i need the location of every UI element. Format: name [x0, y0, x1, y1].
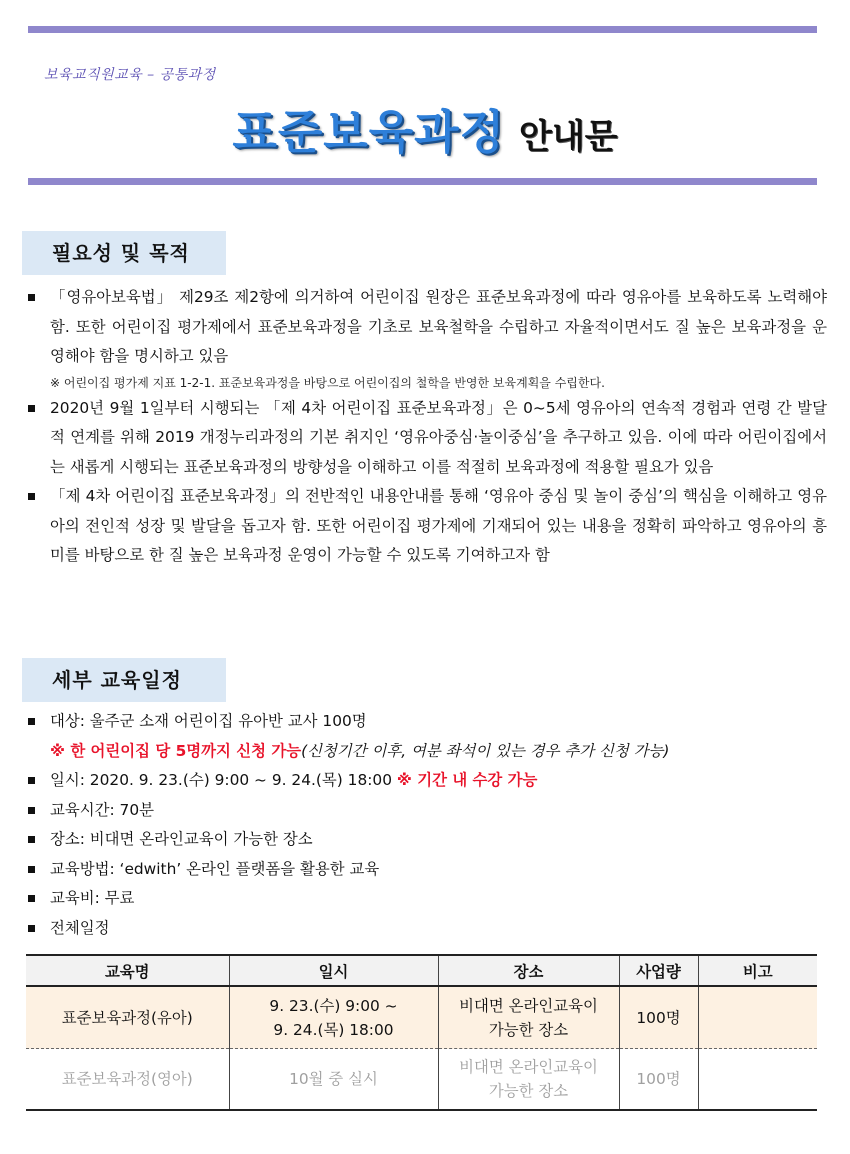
cell-place — [438, 1049, 619, 1111]
header-date: 일시 — [229, 955, 438, 986]
purpose-list — [22, 283, 827, 571]
cell-date: 10월 중 실시 — [229, 1049, 438, 1111]
detail-duration: 교육시간: 70분 — [22, 796, 827, 826]
section-heading-schedule: 세부 교육일정 — [22, 658, 226, 702]
header-place: 장소 — [438, 955, 619, 986]
cell-place-line2: 가능한 장소 — [488, 1082, 569, 1100]
detail-place: 장소: 비대면 온라인교육이 가능한 장소 — [22, 825, 827, 855]
cell-place — [438, 986, 619, 1049]
course-category: 보육교직원교육 – 공통과정 — [44, 67, 216, 83]
cell-date-line1: 9. 23.(수) 9:00 ~ — [269, 996, 398, 1015]
header-note: 비고 — [698, 955, 817, 986]
detail-overall: 전체일정 — [22, 914, 827, 944]
top-rule — [28, 26, 817, 33]
cell-place-line1: 비대면 온라인교육이 — [459, 996, 598, 1015]
cell-date — [229, 986, 438, 1049]
detail-fee: 교육비: 무료 — [22, 884, 827, 914]
schedule-details — [22, 707, 827, 943]
title-main: 표준보육과정 — [232, 105, 506, 159]
title-sub: 안내문 — [519, 117, 618, 157]
schedule-table — [26, 954, 817, 1111]
purpose-bullet-2: 2020년 9월 1일부터 시행되는 「제 4차 어린이집 표준보육과정」은 0~5세 영유아의 연속적 경험과 연령 간 발달적 연계를 위해 2019 개정누리과정의 기본 취지인 ‘영유아중심·놀이중심’을 추구하고 있음. 이에 따라 어린이집에서는 새롭게 시행되는 표준보육과정의 방향성을 이해하고 이를 적절히 보육과정에 적용할 필요가 있음 — [22, 394, 827, 483]
header-amount: 사업량 — [619, 955, 698, 986]
cell-note — [698, 1049, 817, 1111]
cell-course: 표준보육과정(영아) — [26, 1049, 229, 1111]
detail-date — [22, 766, 827, 796]
cell-amount: 100명 — [619, 986, 698, 1049]
target-note-extra: (신청기간 이후, 여분 좌석이 있는 경우 추가 신청 가능) — [301, 741, 670, 760]
bottom-rule — [28, 178, 817, 185]
section-heading-purpose: 필요성 및 목적 — [22, 231, 226, 275]
detail-date-note: ※ 기간 내 수강 가능 — [396, 771, 538, 789]
header-course: 교육명 — [26, 955, 229, 986]
cell-place-line1: 비대면 온라인교육이 — [459, 1058, 598, 1076]
table-row — [26, 986, 817, 1049]
detail-method: 교육방법: ‘edwith’ 온라인 플랫폼을 활용한 교육 — [22, 855, 827, 885]
target-note-limit: ※ 한 어린이집 당 5명까지 신청 가능 — [50, 741, 302, 760]
cell-course: 표준보육과정(유아) — [26, 986, 229, 1049]
cell-amount: 100명 — [619, 1049, 698, 1111]
table-header-row — [26, 955, 817, 986]
detail-target: 대상: 울주군 소재 어린이집 유아반 교사 100명 — [22, 707, 827, 737]
purpose-bullet-1: 「영유아보육법」 제29조 제2항에 의거하여 어린이집 원장은 표준보육과정에 따라 영유아를 보육하도록 노력해야 함. 또한 어린이집 평가제에서 표준보육과정을 기초로 보육철학을 수립하고 자율적이면서도 질 높은 보육과정을 운영해야 함을 명시하고 있음 — [22, 283, 827, 372]
purpose-bullet-3: 「제 4차 어린이집 표준보육과정」의 전반적인 내용안내를 통해 ‘영유아 중심 및 놀이 중심’의 핵심을 이해하고 영유아의 전인적 성장 및 발달을 돕고자 함. 또한 어린이집 평가제에 기재되어 있는 내용을 정확히 파악하고 영유아의 흥미를 바탕으로 한 질 높은 보육과정 운영이 가능할 수 있도록 기여하고자 함 — [22, 482, 827, 571]
document-title — [0, 96, 850, 162]
detail-date-text: 일시: 2020. 9. 23.(수) 9:00 ~ 9. 24.(목) 18:00 — [50, 771, 393, 789]
cell-note — [698, 986, 817, 1049]
table-row — [26, 1049, 817, 1111]
target-note — [22, 737, 827, 767]
cell-place-line2: 가능한 장소 — [488, 1020, 569, 1039]
cell-date-line2: 9. 24.(목) 18:00 — [273, 1020, 394, 1039]
evaluation-note: ※ 어린이집 평가제 지표 1-2-1. 표준보육과정을 바탕으로 어린이집의 철학을 반영한 보육계획을 수립한다. — [50, 375, 605, 390]
